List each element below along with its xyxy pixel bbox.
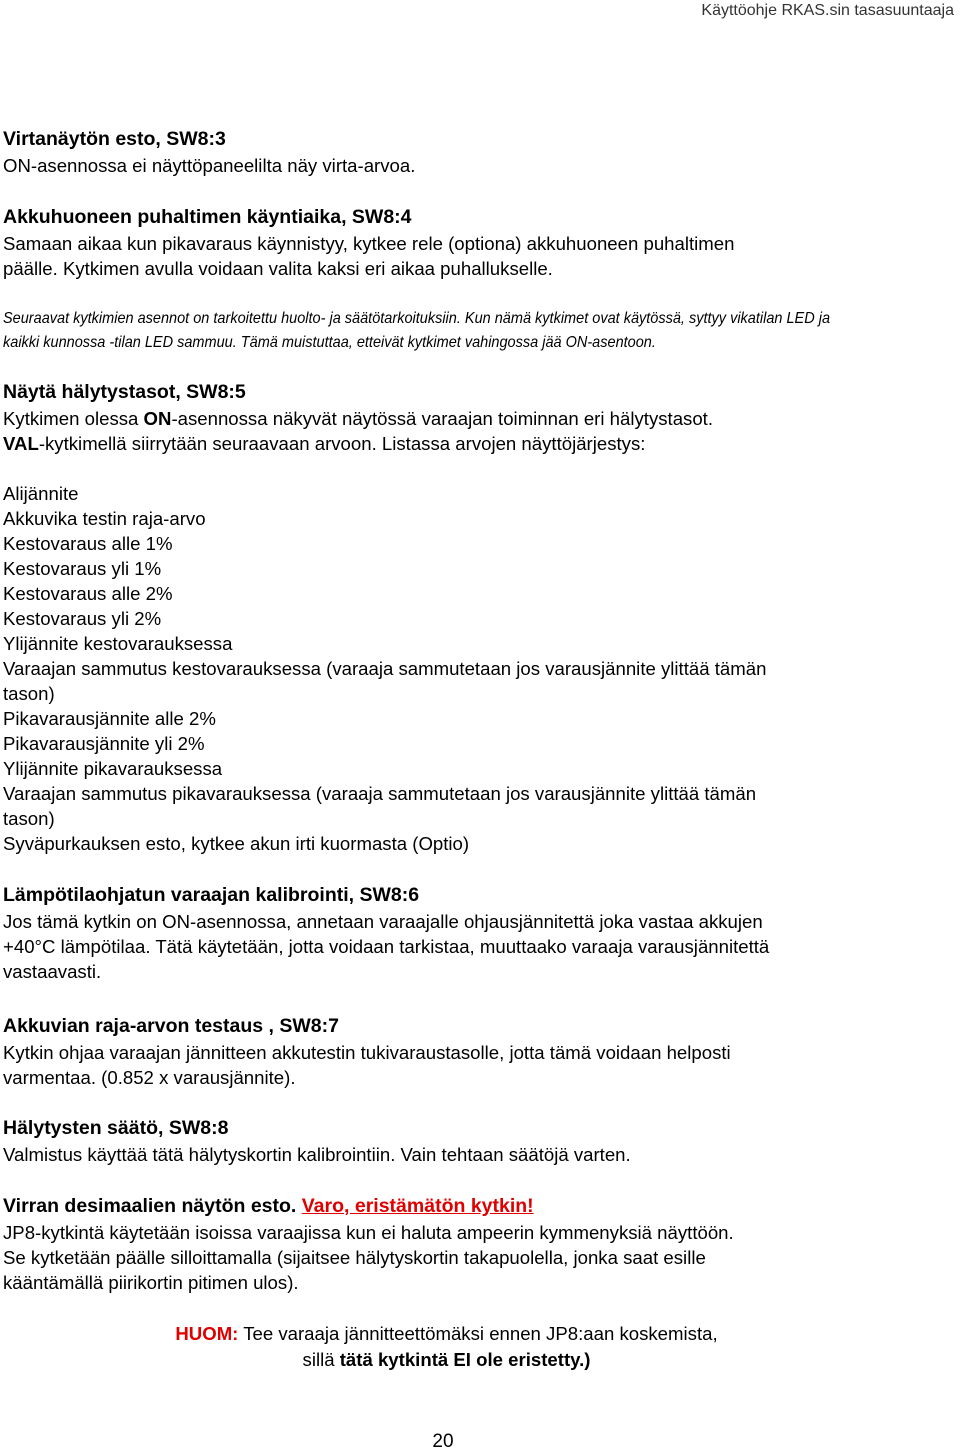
section-title-sw8-8: Hälytysten säätö, SW8:8 [3, 1117, 229, 1139]
huom-note-line: HUOM: Tee varaaja jännitteettömäksi ennen JP8:aan koskemista, [175, 1323, 718, 1344]
huom-note-line: sillä tätä kytkintä EI ole eristetty.) [302, 1349, 591, 1370]
section-text-jp8-line: kääntämällä piirikortin pitimen ulos). [3, 1272, 299, 1293]
section-text-sw8-6-line: vastaavasti. [3, 961, 102, 982]
section-title-sw8-7: Akkuvian raja-arvon testaus , SW8:7 [3, 1015, 339, 1037]
section-title-jp8: Virran desimaalien näytön esto. Varo, eristämätön kytkin! [3, 1195, 534, 1217]
section-text-sw8-7-line: Kytkin ohjaa varaajan jännitteen akkutestin tukivaraustasolle, jotta tämä voidaan helposti [3, 1042, 731, 1063]
section-text-jp8-line: Se kytketään päälle silloittamalla (sijaitsee hälytyskortin takapuolella, jonka saat esille [3, 1247, 706, 1268]
alarm-list-item: Alijännite [3, 483, 79, 504]
alarm-list-item: Pikavarausjännite yli 2% [3, 733, 205, 754]
alarm-list-item: tason) [3, 683, 55, 704]
section-text-sw8-4-line: Samaan aikaa kun pikavaraus käynnistyy, kytkee rele (optiona) akkuhuoneen puhaltimen [3, 233, 735, 254]
section-text-sw8-3: ON-asennossa ei näyttöpaneelilta näy virta-arvoa. [3, 155, 416, 176]
alarm-list-item: Varaajan sammutus kestovarauksessa (varaaja sammutetaan jos varausjännite ylittää tämän [3, 658, 767, 679]
section-text-sw8-6-line: +40°C lämpötilaa. Tätä käytetään, jotta voidaan tarkistaa, muuttaako varaaja varausjännitettä [3, 936, 770, 957]
section-text-sw8-4-line: päälle. Kytkimen avulla voidaan valita kaksi eri aikaa puhallukselle. [3, 258, 553, 279]
section-text-jp8-line: JP8-kytkintä käytetään isoissa varaajissa kun ei haluta ampeerin kymmenyksiä näyttöön. [3, 1222, 734, 1243]
service-note-line: Seuraavat kytkimien asennot on tarkoitettu huolto- ja säätötarkoituksiin. Kun nämä kytkimet ovat käytössä, syttyy vikatilan LED ja [3, 310, 831, 327]
section-title-sw8-4: Akkuhuoneen puhaltimen käyntiaika, SW8:4 [3, 206, 412, 228]
document-header: Käyttöohje RKAS.sin tasasuuntaaja [701, 2, 954, 19]
alarm-list-item: Kestovaraus yli 2% [3, 608, 162, 629]
section-title-sw8-5: Näytä hälytystasot, SW8:5 [3, 381, 246, 403]
section-text-sw8-7-line: varmentaa. (0.852 x varausjännite). [3, 1067, 296, 1088]
section-text-sw8-6-line: Jos tämä kytkin on ON-asennossa, annetaan varaajalle ohjausjännitettä joka vastaa akkujen [3, 911, 763, 932]
alarm-list-item: Ylijännite kestovarauksessa [3, 633, 233, 654]
section-title-sw8-6: Lämpötilaohjatun varaajan kalibrointi, SW8:6 [3, 884, 420, 906]
alarm-list-item: Kestovaraus alle 1% [3, 533, 173, 554]
section-title-sw8-3: Virtanäytön esto, SW8:3 [3, 128, 226, 150]
alarm-list-item: Akkuvika testin raja-arvo [3, 508, 206, 529]
alarm-list-item: Varaajan sammutus pikavarauksessa (varaaja sammutetaan jos varausjännite ylittää tämän [3, 783, 757, 804]
section-text-sw8-5-line: Kytkimen olessa ON-asennossa näkyvät näytössä varaajan toiminnan eri hälytystasot. [3, 408, 714, 429]
huom-label: HUOM: [175, 1323, 239, 1344]
alarm-list-item: tason) [3, 808, 55, 829]
page-number: 20 [432, 1431, 454, 1452]
alarm-list-item: Pikavarausjännite alle 2% [3, 708, 216, 729]
section-text-sw8-8: Valmistus käyttää tätä hälytyskortin kalibrointiin. Vain tehtaan säätöjä varten. [3, 1144, 631, 1165]
alarm-list-item: Syväpurkauksen esto, kytkee akun irti kuormasta (Optio) [3, 833, 470, 854]
service-note-line: kaikki kunnossa -tilan LED sammuu. Tämä muistuttaa, etteivät kytkimet vahingossa jää ON-asentoon. [3, 334, 656, 351]
alarm-list-item: Kestovaraus yli 1% [3, 558, 162, 579]
warning-text: Varo, eristämätön kytkin! [301, 1195, 534, 1217]
section-text-sw8-5-line: VAL-kytkimellä siirrytään seuraavaan arvoon. Listassa arvojen näyttöjärjestys: [3, 433, 646, 454]
alarm-list-item: Kestovaraus alle 2% [3, 583, 173, 604]
alarm-list-item: Ylijännite pikavarauksessa [3, 758, 223, 779]
